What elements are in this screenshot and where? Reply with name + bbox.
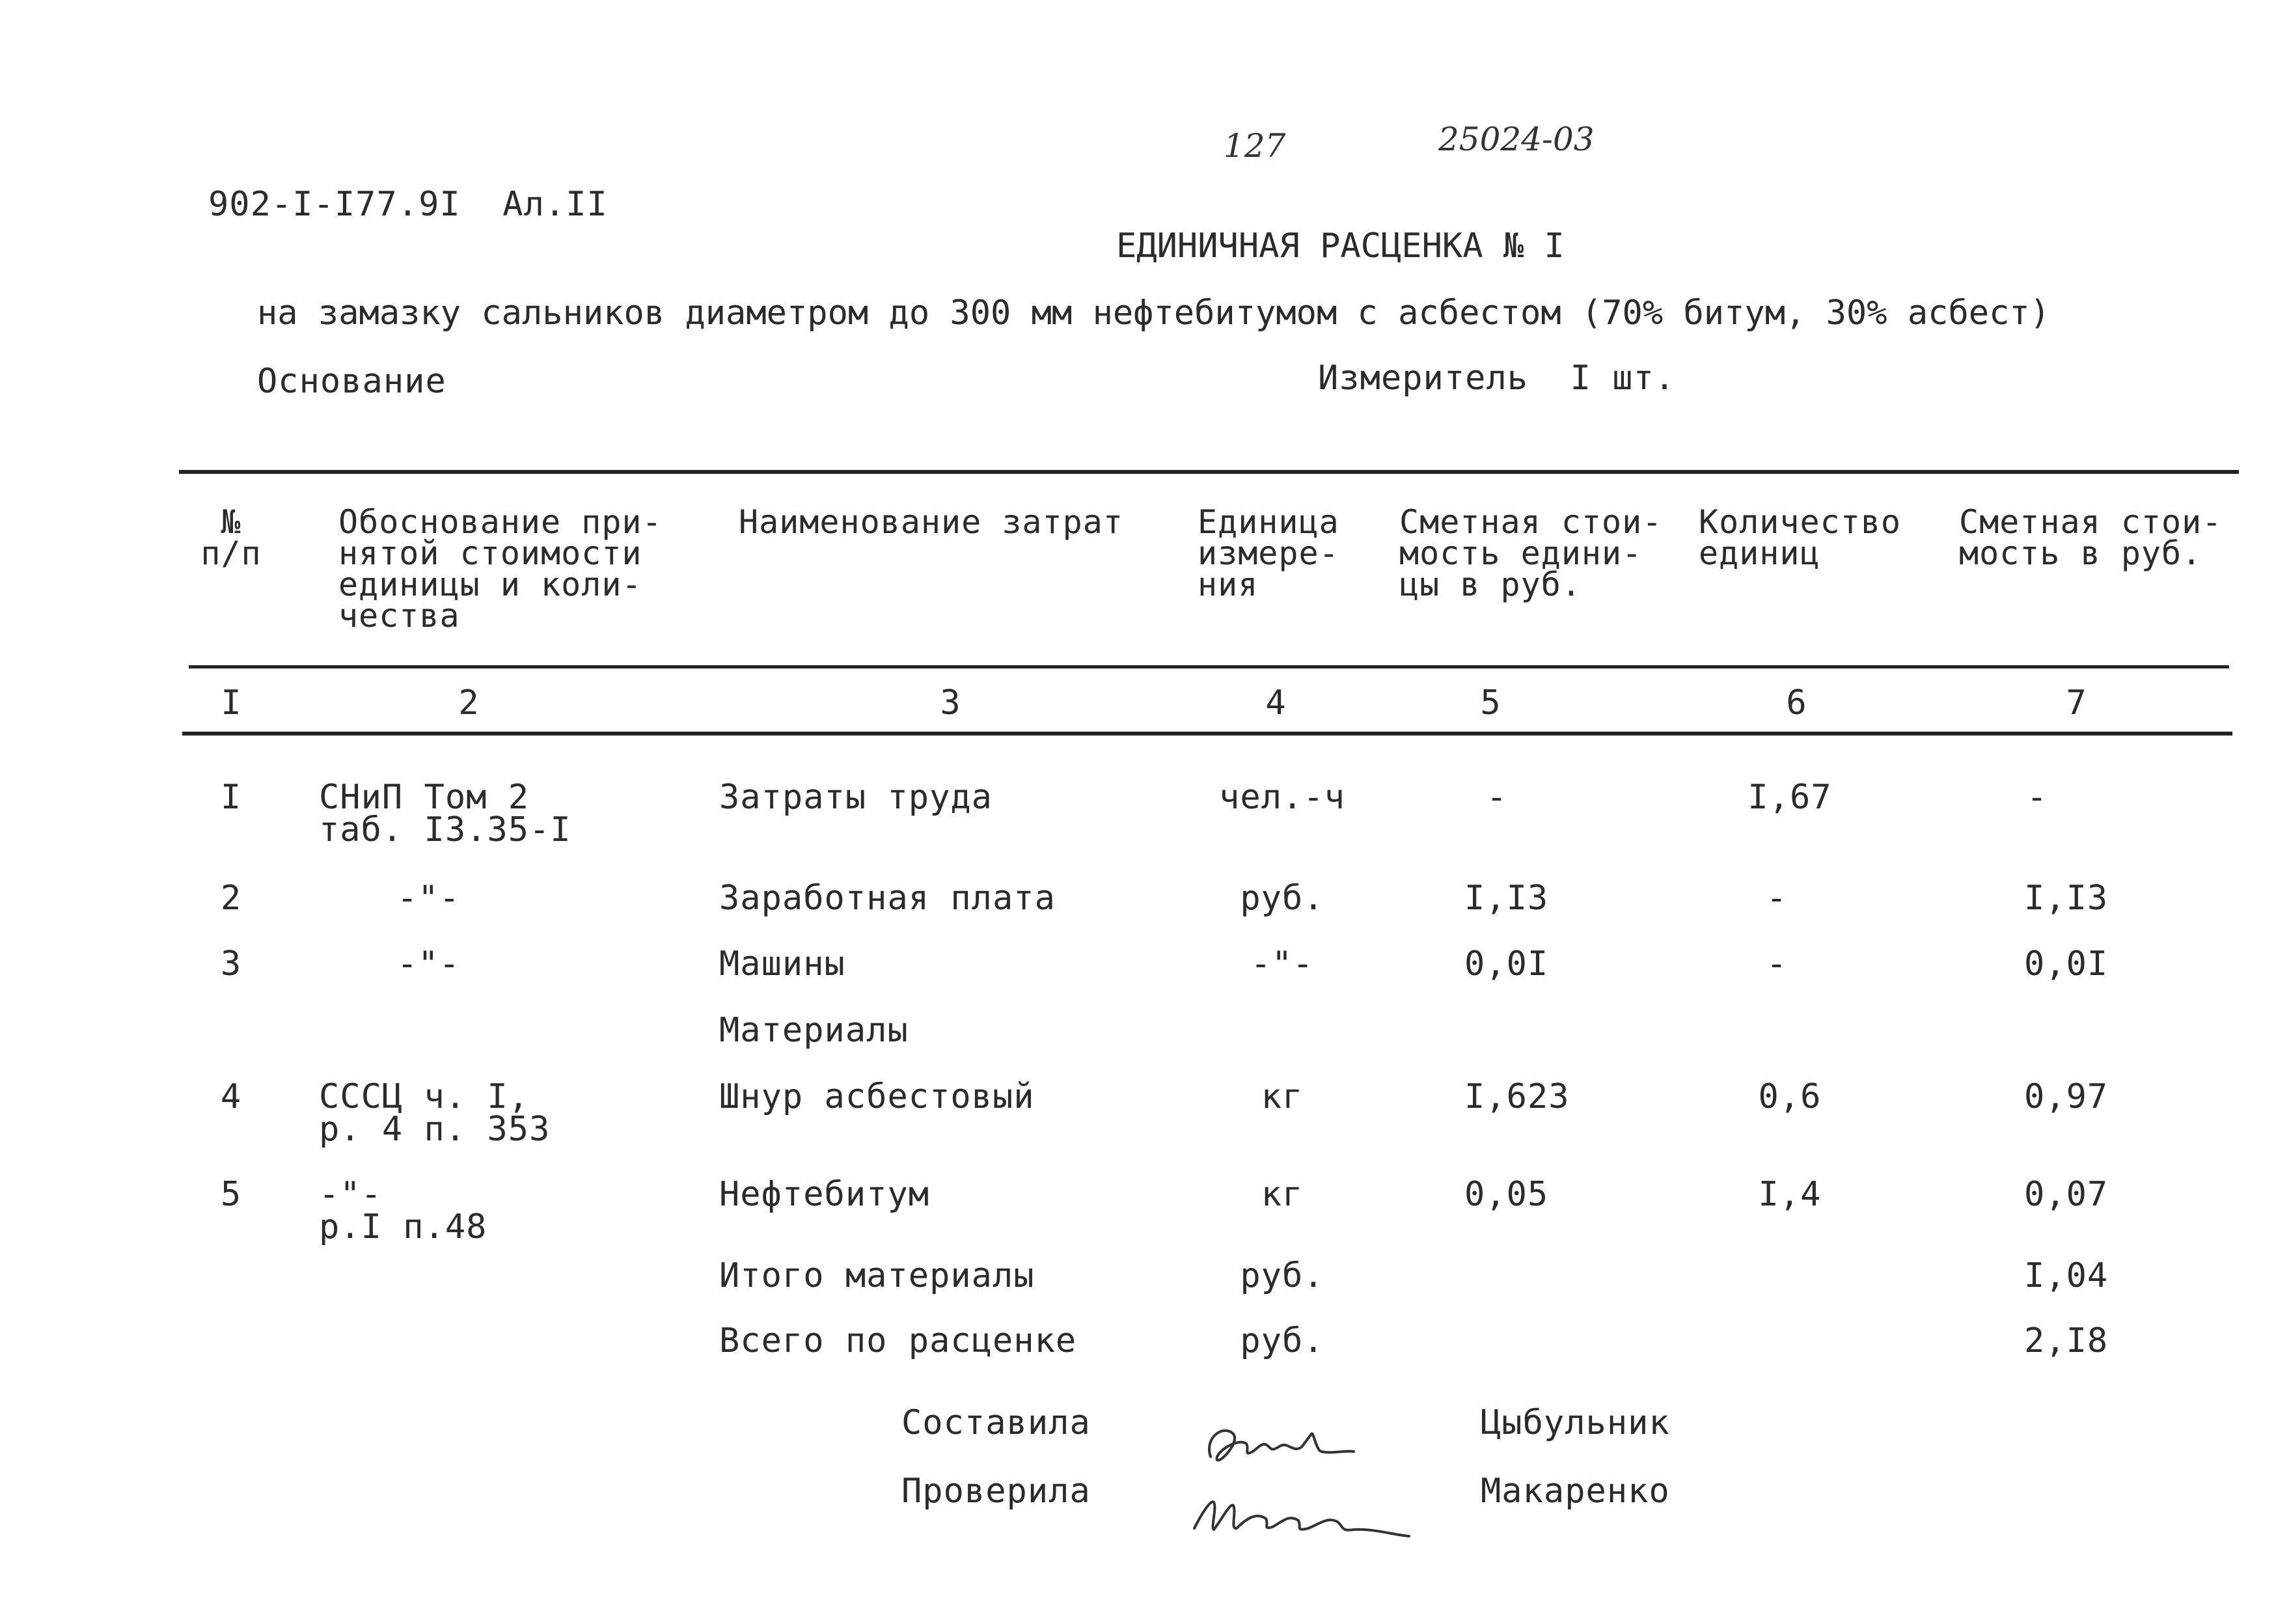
document-code: 902-I-I77.9I Ал.II: [208, 185, 608, 224]
column-number: 4: [1265, 683, 1286, 723]
materials-heading: Материалы: [719, 1011, 909, 1050]
measure-label: Измеритель I шт.: [1318, 359, 1676, 398]
row-total: I,I3: [2024, 879, 2109, 918]
header-quantity: Количество единиц: [1699, 503, 1902, 572]
row-total: 0,97: [2024, 1077, 2109, 1116]
column-number: 2: [458, 683, 479, 723]
row-basis: -"-: [397, 944, 460, 984]
row-unit: чел.-ч: [1219, 778, 1345, 817]
row-unit: руб.: [1240, 879, 1324, 918]
column-number: 5: [1480, 683, 1501, 723]
row-number: 2: [220, 879, 242, 918]
handwritten-code: 25024-03: [1438, 120, 1595, 158]
row-quantity: -: [1766, 879, 1788, 918]
checked-by-name: Макаренко: [1481, 1472, 1670, 1511]
row-unit: руб.: [1240, 1256, 1324, 1295]
row-unit-cost: I,I3: [1464, 879, 1549, 918]
column-number: 6: [1786, 683, 1807, 723]
compiled-by-label: Составила: [901, 1403, 1091, 1442]
page-title: ЕДИНИЧНАЯ РАСЦЕНКА № I: [1116, 227, 1565, 266]
grand-total-value: 2,I8: [2024, 1321, 2109, 1360]
row-unit-cost: 0,05: [1464, 1175, 1549, 1214]
row-cost-name: Заработная плата: [719, 879, 1056, 918]
row-cost-name: Нефтебитум: [719, 1175, 930, 1214]
header-total-cost: Сметная стои- мость в руб.: [1959, 503, 2223, 572]
row-quantity: I,4: [1758, 1175, 1822, 1214]
column-number: 7: [2066, 683, 2087, 723]
compiled-by-name: Цыбульник: [1481, 1403, 1670, 1442]
row-unit: -"-: [1250, 944, 1314, 984]
row-cost-name: Машины: [719, 944, 845, 984]
header-unit: Единица измере- ния: [1198, 503, 1339, 603]
header-cost-name: Наименование затрат: [739, 503, 1123, 541]
row-unit: руб.: [1240, 1321, 1324, 1360]
table-header-rule: [189, 665, 2229, 668]
materials-subtotal-label: Итого материалы: [719, 1256, 1035, 1295]
checked-signature: [1185, 1452, 1419, 1567]
checked-by-label: Проверила: [901, 1472, 1091, 1511]
row-cost-name: Затраты труда: [719, 778, 993, 817]
materials-subtotal-value: I,04: [2024, 1256, 2109, 1295]
table-colnum-rule: [182, 732, 2232, 736]
row-basis: -"-: [397, 879, 460, 918]
row-quantity: -: [1766, 944, 1788, 984]
table-top-rule: [179, 470, 2239, 474]
handwritten-page-number: 127: [1224, 127, 1286, 165]
row-total: 0,0I: [2024, 944, 2109, 984]
row-unit: кг: [1261, 1175, 1304, 1214]
basis-label: Основание: [257, 362, 446, 401]
row-quantity: 0,6: [1758, 1077, 1822, 1116]
row-number: I: [220, 778, 242, 817]
row-total: -: [2026, 778, 2048, 817]
row-number: 4: [220, 1077, 242, 1116]
row-unit-cost: 0,0I: [1464, 944, 1549, 984]
page-subtitle: на замазку сальников диаметром до 300 мм нефтебитумом с асбестом (70% битум, 30% асбест): [257, 294, 2050, 333]
row-basis: -"- р.I п.48: [319, 1175, 487, 1246]
row-quantity: I,67: [1748, 778, 1832, 817]
column-number: I: [221, 683, 241, 723]
row-number: 3: [220, 944, 242, 984]
grand-total-label: Всего по расценке: [719, 1321, 1077, 1360]
row-unit: кг: [1261, 1077, 1304, 1116]
row-basis: СССЦ ч. I, р. 4 п. 353: [319, 1077, 551, 1149]
row-total: 0,07: [2024, 1175, 2109, 1214]
row-cost-name: Шнур асбестовый: [719, 1077, 1035, 1116]
row-number: 5: [220, 1175, 242, 1214]
header-unit-cost: Сметная стои- мость едини- цы в руб.: [1399, 503, 1663, 603]
row-unit-cost: I,623: [1464, 1077, 1570, 1116]
row-unit-cost: -: [1486, 778, 1508, 817]
column-number: 3: [940, 683, 961, 723]
row-basis: СНиП Том 2 таб. I3.35-I: [319, 778, 571, 849]
header-basis: Обоснование при- нятой стоимости единицы и коли- чества: [338, 503, 663, 635]
header-no: № п/п: [200, 503, 262, 572]
